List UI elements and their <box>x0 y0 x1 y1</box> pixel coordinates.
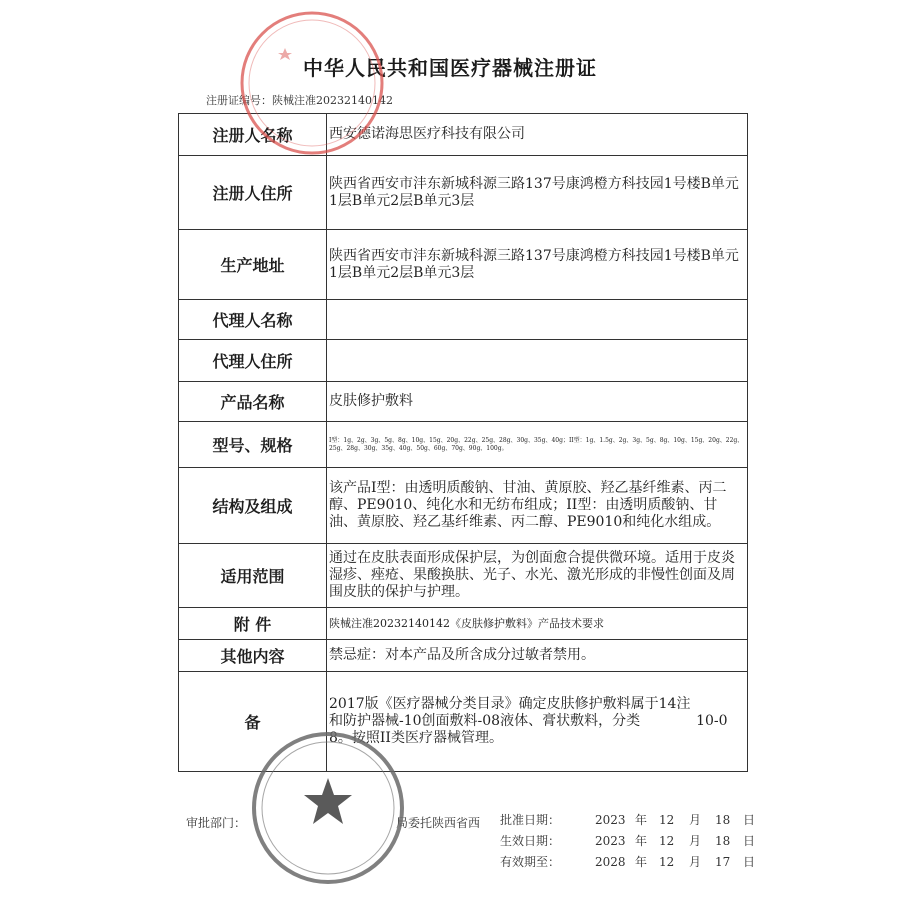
row-label: 备 <box>179 672 327 772</box>
expiry-date <box>500 853 755 870</box>
row-label: 注册人名称 <box>179 114 327 156</box>
table-row <box>179 382 748 422</box>
row-label: 其他内容 <box>179 640 327 672</box>
date-year: 2023 <box>595 813 626 827</box>
date-label: 有效期至： <box>500 855 561 869</box>
date-label: 生效日期： <box>500 834 561 848</box>
date-month-unit: 月 <box>689 813 702 827</box>
document-title: 中华人民共和国医疗器械注册证 <box>303 56 597 80</box>
table-row <box>179 114 748 156</box>
row-value: 西安德诺海思医疗科技有限公司 <box>327 114 748 156</box>
row-value: 陕西省西安市沣东新城科源三路137号康鸿橙方科技园1号楼B单元1层B单元2层B单元3层 <box>327 230 748 300</box>
table-row <box>179 300 748 340</box>
row-label: 注册人住所 <box>179 156 327 230</box>
date-day-unit: 日 <box>743 813 756 827</box>
date-year-unit: 年 <box>635 834 648 848</box>
row-value: 2017版《医疗器械分类目录》确定皮肤修护敷料属于14注 和防护器械-10创面敷料-08液体、膏状敷料，分类 10-08。按照II类医疗器械管理。 <box>327 672 748 772</box>
registration-table <box>178 113 748 772</box>
table-row <box>179 230 748 300</box>
date-day: 18 <box>715 834 731 848</box>
table-row <box>179 640 748 672</box>
date-month-unit: 月 <box>689 855 702 869</box>
row-value: 陕械注准20232140142《皮肤修护敷料》产品技术要求 <box>327 608 748 640</box>
table-row <box>179 608 748 640</box>
row-value <box>327 300 748 340</box>
date-year: 2028 <box>595 855 626 869</box>
effective-date <box>500 832 755 849</box>
row-value: 皮肤修护敷料 <box>327 382 748 422</box>
row-value: I型：1g、2g、3g、5g、8g、10g、15g、20g、22g、25g、28g、30g、35g、40g；II型：1g、1.5g、2g、3g、5g、8g、10g、15g、20g、22g、25g、28g、30g、35g、40g、50g、60g、70g、90g、100g。 <box>327 422 748 468</box>
approval-department-value: 局委托陕西省西 <box>396 816 481 830</box>
date-month: 12 <box>659 855 675 869</box>
date-day: 18 <box>715 813 731 827</box>
row-label: 生产地址 <box>179 230 327 300</box>
date-year-unit: 年 <box>635 813 648 827</box>
row-value: 通过在皮肤表面形成保护层，为创面愈合提供微环境。适用于皮炎湿疹、痤疮、果酸换肤、光子、水光、激光形成的非慢性创面及周围皮肤的保护与护理。 <box>327 544 748 608</box>
approval-date <box>500 811 755 828</box>
table-row <box>179 156 748 230</box>
approval-department-label: 审批部门： <box>186 816 247 830</box>
date-month-unit: 月 <box>689 834 702 848</box>
row-value: 陕西省西安市沣东新城科源三路137号康鸿橙方科技园1号楼B单元1层B单元2层B单元3层 <box>327 156 748 230</box>
row-label: 结构及组成 <box>179 468 327 544</box>
certificate-number: 注册证编号：陕械注准20232140142 <box>206 94 393 107</box>
row-value: 禁忌症：对本产品及所含成分过敏者禁用。 <box>327 640 748 672</box>
table-row <box>179 340 748 382</box>
date-year: 2023 <box>595 834 626 848</box>
row-label: 型号、规格 <box>179 422 327 468</box>
date-day: 17 <box>715 855 731 869</box>
date-year-unit: 年 <box>635 855 648 869</box>
row-label: 代理人名称 <box>179 300 327 340</box>
row-value: 该产品I型：由透明质酸钠、甘油、黄原胶、羟乙基纤维素、丙二醇、PE9010、纯化水和无纺布组成；II型：由透明质酸钠、甘油、黄原胶、羟乙基纤维素、丙二醇、PE9010和纯化水组成。 <box>327 468 748 544</box>
table-row <box>179 468 748 544</box>
row-value <box>327 340 748 382</box>
date-month: 12 <box>659 813 675 827</box>
date-month: 12 <box>659 834 675 848</box>
row-label: 适用范围 <box>179 544 327 608</box>
date-day-unit: 日 <box>743 834 756 848</box>
table-row <box>179 544 748 608</box>
table-row <box>179 422 748 468</box>
row-label: 附 件 <box>179 608 327 640</box>
date-day-unit: 日 <box>743 855 756 869</box>
approval-department <box>186 814 246 831</box>
table-row <box>179 672 748 772</box>
date-label: 批准日期： <box>500 813 561 827</box>
row-label: 产品名称 <box>179 382 327 422</box>
row-label: 代理人住所 <box>179 340 327 382</box>
